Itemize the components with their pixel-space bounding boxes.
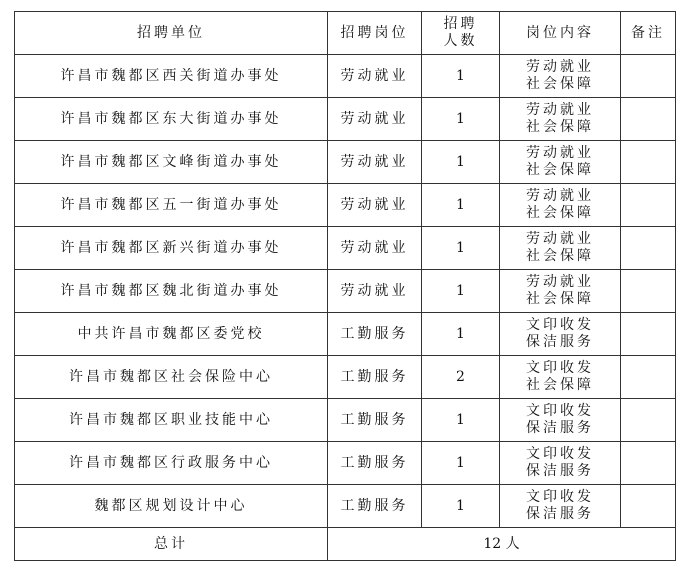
header-count — [422, 12, 500, 55]
header-row — [15, 12, 676, 55]
note-cell — [621, 98, 676, 141]
content-cell — [500, 485, 621, 528]
total-value: 12 人 — [328, 528, 676, 561]
content-cell — [500, 270, 621, 313]
count-cell: 1 — [422, 227, 500, 270]
content-cell — [500, 227, 621, 270]
unit-cell: 许昌市魏都区行政服务中心 — [15, 442, 328, 485]
content-line2: 社会保障 — [526, 248, 594, 264]
unit-cell: 许昌市魏都区新兴街道办事处 — [15, 227, 328, 270]
recruitment-table — [14, 11, 676, 561]
content-cell — [500, 399, 621, 442]
content-line1: 文印收发 — [526, 446, 594, 462]
content-line2: 保洁服务 — [526, 463, 594, 479]
unit-cell: 魏都区规划设计中心 — [15, 485, 328, 528]
position-cell: 工勤服务 — [328, 399, 422, 442]
position-cell: 工勤服务 — [328, 442, 422, 485]
unit-cell: 许昌市魏都区魏北街道办事处 — [15, 270, 328, 313]
content-cell — [500, 442, 621, 485]
note-cell — [621, 399, 676, 442]
content-cell — [500, 98, 621, 141]
note-cell — [621, 356, 676, 399]
content-line1: 劳动就业 — [526, 102, 594, 118]
content-line2: 保洁服务 — [526, 420, 594, 436]
content-line1: 劳动就业 — [526, 188, 594, 204]
content-line2: 社会保障 — [526, 205, 594, 221]
unit-cell: 许昌市魏都区五一街道办事处 — [15, 184, 328, 227]
content-cell — [500, 184, 621, 227]
count-cell: 2 — [422, 356, 500, 399]
content-line1: 劳动就业 — [526, 274, 594, 290]
position-cell: 劳动就业 — [328, 98, 422, 141]
table-row — [15, 98, 676, 141]
table-row — [15, 141, 676, 184]
table-row — [15, 356, 676, 399]
unit-cell: 许昌市魏都区西关街道办事处 — [15, 55, 328, 98]
position-cell: 工勤服务 — [328, 313, 422, 356]
position-cell: 劳动就业 — [328, 184, 422, 227]
note-cell — [621, 141, 676, 184]
unit-cell: 中共许昌市魏都区委党校 — [15, 313, 328, 356]
content-line1: 文印收发 — [526, 317, 594, 333]
position-cell: 工勤服务 — [328, 356, 422, 399]
note-cell — [621, 227, 676, 270]
content-line2: 社会保障 — [526, 162, 594, 178]
count-cell: 1 — [422, 399, 500, 442]
position-cell: 劳动就业 — [328, 270, 422, 313]
table-row — [15, 55, 676, 98]
content-line2: 保洁服务 — [526, 506, 594, 522]
position-cell: 劳动就业 — [328, 55, 422, 98]
count-cell: 1 — [422, 141, 500, 184]
content-cell — [500, 141, 621, 184]
position-cell: 劳动就业 — [328, 227, 422, 270]
position-cell: 劳动就业 — [328, 141, 422, 184]
count-cell: 1 — [422, 270, 500, 313]
unit-cell: 许昌市魏都区文峰街道办事处 — [15, 141, 328, 184]
unit-cell: 许昌市魏都区东大街道办事处 — [15, 98, 328, 141]
content-line2: 社会保障 — [526, 377, 594, 393]
header-position: 招聘岗位 — [328, 12, 422, 55]
table-row — [15, 399, 676, 442]
table-row — [15, 442, 676, 485]
content-line1: 文印收发 — [526, 403, 594, 419]
note-cell — [621, 270, 676, 313]
note-cell — [621, 55, 676, 98]
total-row — [15, 528, 676, 561]
header-count-line1: 招聘 — [443, 16, 478, 32]
content-line2: 社会保障 — [526, 76, 594, 92]
header-content: 岗位内容 — [500, 12, 621, 55]
content-line1: 劳动就业 — [526, 145, 594, 161]
count-cell: 1 — [422, 442, 500, 485]
table-row — [15, 485, 676, 528]
content-line2: 保洁服务 — [526, 334, 594, 350]
content-cell — [500, 55, 621, 98]
header-count-line2: 人数 — [443, 33, 478, 49]
count-cell: 1 — [422, 98, 500, 141]
content-cell — [500, 313, 621, 356]
header-unit: 招聘单位 — [15, 12, 328, 55]
content-line1: 劳动就业 — [526, 59, 594, 75]
content-line1: 劳动就业 — [526, 231, 594, 247]
table-row — [15, 227, 676, 270]
table-row — [15, 270, 676, 313]
content-line2: 社会保障 — [526, 119, 594, 135]
table-row — [15, 313, 676, 356]
header-note: 备注 — [621, 12, 676, 55]
position-cell: 工勤服务 — [328, 485, 422, 528]
count-cell: 1 — [422, 184, 500, 227]
note-cell — [621, 184, 676, 227]
count-cell: 1 — [422, 55, 500, 98]
content-line1: 文印收发 — [526, 489, 594, 505]
content-cell — [500, 356, 621, 399]
note-cell — [621, 442, 676, 485]
unit-cell: 许昌市魏都区社会保险中心 — [15, 356, 328, 399]
content-line2: 社会保障 — [526, 291, 594, 307]
total-label: 总计 — [15, 528, 328, 561]
table-row — [15, 184, 676, 227]
count-cell: 1 — [422, 485, 500, 528]
note-cell — [621, 313, 676, 356]
count-cell: 1 — [422, 313, 500, 356]
unit-cell: 许昌市魏都区职业技能中心 — [15, 399, 328, 442]
content-line1: 文印收发 — [526, 360, 594, 376]
note-cell — [621, 485, 676, 528]
